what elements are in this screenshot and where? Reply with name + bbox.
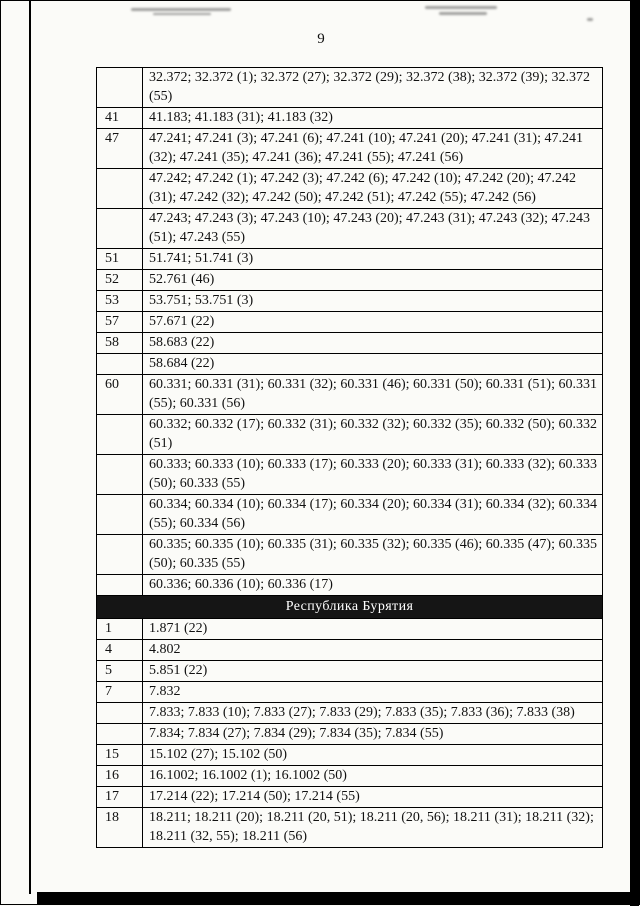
row-number-cell [97,495,143,535]
row-number-cell: 1 [97,619,143,640]
row-codes-cell: 16.1002; 16.1002 (1); 16.1002 (50) [143,766,603,787]
row-codes-cell: 58.683 (22) [143,333,603,354]
row-codes-cell: 5.851 (22) [143,661,603,682]
table-row [97,724,603,745]
row-number-cell [97,455,143,495]
row-codes-cell: 47.241; 47.241 (3); 47.241 (6); 47.241 (10); 47.241 (20); 47.241 (31); 47.241 (32); 47.241 (35); 47.241 (36); 47.241 (55); 47.241 (56) [143,129,603,169]
page-edge-left [29,1,31,894]
row-number-cell: 7 [97,682,143,703]
table-rows-before-header [97,68,603,596]
row-number-cell [97,209,143,249]
row-number-cell [97,354,143,375]
row-number-cell [97,724,143,745]
row-codes-cell: 60.334; 60.334 (10); 60.334 (17); 60.334 (20); 60.334 (31); 60.334 (32); 60.334 (55); 60.334 (56) [143,495,603,535]
row-codes-cell: 51.741; 51.741 (3) [143,249,603,270]
table-row [97,703,603,724]
row-number-cell: 15 [97,745,143,766]
row-codes-cell: 60.333; 60.333 (10); 60.333 (17); 60.333 (20); 60.333 (31); 60.333 (32); 60.333 (50); 60.333 (55) [143,455,603,495]
row-codes-cell: 7.834; 7.834 (27); 7.834 (29); 7.834 (35); 7.834 (55) [143,724,603,745]
row-number-cell [97,68,143,108]
table-row [97,787,603,808]
table-row [97,291,603,312]
row-number-cell [97,703,143,724]
table-row [97,640,603,661]
section-header-row [97,596,603,619]
row-codes-cell: 7.833; 7.833 (10); 7.833 (27); 7.833 (29); 7.833 (35); 7.833 (36); 7.833 (38) [143,703,603,724]
table-row [97,415,603,455]
row-codes-cell: 32.372; 32.372 (1); 32.372 (27); 32.372 (29); 32.372 (38); 32.372 (39); 32.372 (55) [143,68,603,108]
table-row [97,766,603,787]
row-number-cell: 51 [97,249,143,270]
scan-artifact [587,18,593,21]
row-codes-cell: 47.242; 47.242 (1); 47.242 (3); 47.242 (6); 47.242 (10); 47.242 (20); 47.242 (31); 47.242 (32); 47.242 (50); 47.242 (51); 47.242 (55); 47.242 (56) [143,169,603,209]
row-codes-cell: 57.671 (22) [143,312,603,333]
row-number-cell [97,169,143,209]
row-number-cell [97,415,143,455]
row-codes-cell: 1.871 (22) [143,619,603,640]
row-number-cell: 5 [97,661,143,682]
scan-artifact [153,13,211,15]
table-row [97,270,603,291]
row-number-cell: 18 [97,808,143,848]
table-row [97,108,603,129]
row-codes-cell: 47.243; 47.243 (3); 47.243 (10); 47.243 (20); 47.243 (31); 47.243 (32); 47.243 (51); 47.243 (55) [143,209,603,249]
table-row [97,682,603,703]
table-row [97,575,603,596]
scan-artifact [131,8,231,11]
row-codes-cell: 52.761 (46) [143,270,603,291]
row-number-cell: 17 [97,787,143,808]
row-codes-cell: 15.102 (27); 15.102 (50) [143,745,603,766]
table-row [97,209,603,249]
row-codes-cell: 60.335; 60.335 (10); 60.335 (31); 60.335 (32); 60.335 (46); 60.335 (47); 60.335 (50); 60.335 (55) [143,535,603,575]
codes-table [96,67,603,848]
row-codes-cell: 60.331; 60.331 (31); 60.331 (32); 60.331 (46); 60.331 (50); 60.331 (51); 60.331 (55); 60.331 (56) [143,375,603,415]
table-row [97,745,603,766]
row-codes-cell: 58.684 (22) [143,354,603,375]
row-codes-cell: 60.332; 60.332 (17); 60.332 (31); 60.332 (32); 60.332 (35); 60.332 (50); 60.332 (51) [143,415,603,455]
row-number-cell: 52 [97,270,143,291]
row-number-cell: 53 [97,291,143,312]
row-codes-cell: 17.214 (22); 17.214 (50); 17.214 (55) [143,787,603,808]
row-codes-cell: 60.336; 60.336 (10); 60.336 (17) [143,575,603,596]
row-number-cell: 4 [97,640,143,661]
table-row [97,129,603,169]
row-codes-cell: 18.211; 18.211 (20); 18.211 (20, 51); 18.211 (20, 56); 18.211 (31); 18.211 (32); 18.211 (32, 55); 18.211 (56) [143,808,603,848]
table-row [97,375,603,415]
table-row [97,312,603,333]
row-number-cell: 47 [97,129,143,169]
row-number-cell [97,575,143,596]
table-row [97,68,603,108]
scan-artifact [425,6,497,9]
table-row [97,808,603,848]
row-codes-cell: 53.751; 53.751 (3) [143,291,603,312]
row-codes-cell: 41.183; 41.183 (31); 41.183 (32) [143,108,603,129]
row-number-cell: 41 [97,108,143,129]
table-row [97,333,603,354]
table-row [97,169,603,209]
row-codes-cell: 7.832 [143,682,603,703]
table-row [97,535,603,575]
page-edge-right [630,1,639,906]
row-codes-cell: 4.802 [143,640,603,661]
row-number-cell: 57 [97,312,143,333]
table-row [97,354,603,375]
table-rows-after-header [97,619,603,848]
section-header: Республика Бурятия [97,596,603,619]
page-number: 9 [317,31,325,47]
row-number-cell: 58 [97,333,143,354]
table-row [97,495,603,535]
row-number-cell [97,535,143,575]
table-row [97,661,603,682]
page-edge-bottom [37,892,639,904]
table-row [97,455,603,495]
row-number-cell: 60 [97,375,143,415]
table-row [97,619,603,640]
table-row [97,249,603,270]
scan-artifact [439,12,487,15]
row-number-cell: 16 [97,766,143,787]
